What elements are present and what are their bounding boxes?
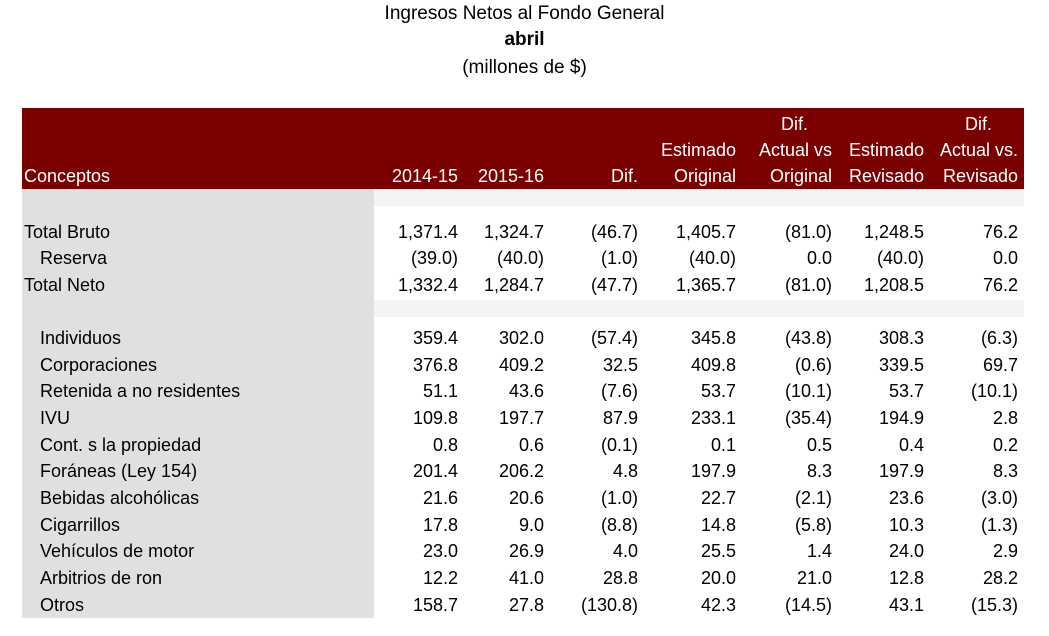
row-value: 12.8 [888, 568, 924, 588]
row-value: 0.0 [806, 248, 832, 268]
row-value: 53.7 [700, 381, 736, 401]
row-value: (0.1) [600, 435, 638, 455]
row-value: (47.7) [590, 275, 638, 295]
row-label: Vehículos de motor [40, 541, 195, 561]
row-label: IVU [40, 408, 71, 428]
table-row [22, 485, 1024, 511]
report-units: (millones de $) [462, 57, 587, 78]
table-row [22, 378, 1024, 404]
table-row [22, 432, 1024, 458]
row-value: 0.5 [806, 435, 832, 455]
row-value: (10.1) [784, 381, 832, 401]
row-value: 233.1 [690, 408, 736, 428]
row-value: 345.8 [690, 328, 736, 348]
row-value: 194.9 [878, 408, 924, 428]
row-value: 21.0 [796, 568, 832, 588]
row-value: 20.0 [700, 568, 736, 588]
row-value: (1.0) [600, 488, 638, 508]
row-value: 42.3 [700, 595, 736, 615]
row-value: 308.3 [878, 328, 924, 348]
row-label: Bebidas alcohólicas [40, 488, 200, 508]
row-value: 53.7 [888, 381, 924, 401]
row-value: (6.3) [980, 328, 1018, 348]
row-value: 24.0 [888, 541, 924, 561]
row-value: (43.8) [784, 328, 832, 348]
row-value: 27.8 [508, 595, 544, 615]
row-value: 87.9 [602, 408, 638, 428]
row-label: Total Bruto [24, 222, 111, 242]
row-value: 26.9 [508, 541, 544, 561]
row-label: Otros [40, 595, 85, 615]
row-value: (10.1) [970, 381, 1018, 401]
header-dif-actual-vs-revisado: Dif. Actual vs. Revisado [939, 114, 1018, 186]
header-dif: Dif. [611, 166, 638, 186]
header-2015-16: 2015-16 [477, 166, 544, 186]
row-label: Foráneas (Ley 154) [40, 461, 198, 481]
row-value: 8.3 [806, 461, 832, 481]
row-value: (130.8) [580, 595, 638, 615]
header-dif-actual-vs-original: Dif. Actual vs Original [758, 114, 832, 186]
row-value: 302.0 [498, 328, 544, 348]
row-value: (40.0) [876, 248, 924, 268]
row-value: 25.5 [700, 541, 736, 561]
row-value: 1,324.7 [483, 222, 544, 242]
row-value: 197.9 [690, 461, 736, 481]
row-value: (46.7) [590, 222, 638, 242]
row-value: 76.2 [982, 222, 1018, 242]
row-value: (8.8) [600, 515, 638, 535]
row-value: 2.9 [992, 541, 1018, 561]
row-value: 0.1 [710, 435, 736, 455]
row-value: 10.3 [888, 515, 924, 535]
header-2014-15: 2014-15 [391, 166, 458, 186]
table-row [22, 245, 1024, 271]
row-label: Retenida a no residentes [40, 381, 241, 401]
row-value: 32.5 [602, 355, 638, 375]
row-value: 1,405.7 [675, 222, 736, 242]
row-value: 9.0 [518, 515, 544, 535]
row-value: 43.1 [888, 595, 924, 615]
row-value: (57.4) [590, 328, 638, 348]
row-value: 4.8 [612, 461, 638, 481]
row-value: 69.7 [982, 355, 1018, 375]
row-value: 109.8 [412, 408, 458, 428]
row-value: 0.2 [992, 435, 1018, 455]
header-estimado-original: Estimado Original [660, 140, 736, 186]
row-value: 1.4 [806, 541, 832, 561]
table-row [22, 538, 1024, 564]
row-value: 28.2 [982, 568, 1018, 588]
row-value: (35.4) [784, 408, 832, 428]
header-estimado-revisado: Estimado Revisado [848, 140, 924, 186]
row-value: 1,332.4 [397, 275, 458, 295]
row-value: (81.0) [784, 275, 832, 295]
row-value: 4.0 [612, 541, 638, 561]
row-value: 359.4 [412, 328, 458, 348]
row-value: 409.8 [690, 355, 736, 375]
table-row [22, 565, 1024, 591]
row-value: 197.7 [498, 408, 544, 428]
row-value: 376.8 [412, 355, 458, 375]
table-row [22, 272, 1024, 298]
table-row [22, 405, 1024, 431]
row-label: Individuos [40, 328, 122, 348]
row-value: (40.0) [496, 248, 544, 268]
row-value: 14.8 [700, 515, 736, 535]
row-value: 41.0 [508, 568, 544, 588]
table-row [22, 458, 1024, 484]
row-value: (3.0) [980, 488, 1018, 508]
row-value: 339.5 [878, 355, 924, 375]
row-value: (40.0) [688, 248, 736, 268]
row-value: 158.7 [412, 595, 458, 615]
row-value: 28.8 [602, 568, 638, 588]
row-value: (81.0) [784, 222, 832, 242]
table-row [22, 352, 1024, 378]
row-value: (7.6) [600, 381, 638, 401]
row-value: (5.8) [794, 515, 832, 535]
report-title: Ingresos Netos al Fondo General [384, 3, 665, 24]
row-value: 8.3 [992, 461, 1018, 481]
row-label: Arbitrios de ron [40, 568, 163, 588]
row-value: 206.2 [498, 461, 544, 481]
table-row [22, 592, 1024, 618]
table-row [22, 325, 1024, 351]
row-value: 23.0 [422, 541, 458, 561]
row-value: 1,371.4 [397, 222, 458, 242]
row-value: 0.4 [898, 435, 924, 455]
row-value: 12.2 [422, 568, 458, 588]
row-value: 76.2 [982, 275, 1018, 295]
row-value: 20.6 [508, 488, 544, 508]
table-row [22, 219, 1024, 245]
row-value: 43.6 [508, 381, 544, 401]
row-value: 21.6 [422, 488, 458, 508]
row-value: 1,365.7 [675, 275, 736, 295]
header-concepts: Conceptos [24, 166, 111, 186]
row-value: 51.1 [422, 381, 458, 401]
row-label: Cont. s la propiedad [40, 435, 202, 455]
row-value: 0.0 [992, 248, 1018, 268]
row-value: (14.5) [784, 595, 832, 615]
row-value: 1,208.5 [863, 275, 924, 295]
row-value: (15.3) [970, 595, 1018, 615]
row-value: 409.2 [498, 355, 544, 375]
row-value: (0.6) [794, 355, 832, 375]
row-value: 0.8 [432, 435, 458, 455]
row-label: Cigarrillos [40, 515, 121, 535]
row-value: 0.6 [518, 435, 544, 455]
row-value: 22.7 [700, 488, 736, 508]
row-value: 17.8 [422, 515, 458, 535]
row-value: 1,248.5 [863, 222, 924, 242]
row-value: (1.3) [980, 515, 1018, 535]
row-value: (39.0) [410, 248, 458, 268]
row-value: 23.6 [888, 488, 924, 508]
row-label: Corporaciones [40, 355, 158, 375]
row-label: Total Neto [24, 275, 106, 295]
row-value: (2.1) [794, 488, 832, 508]
row-value: (1.0) [600, 248, 638, 268]
row-label: Reserva [40, 248, 108, 268]
row-value: 2.8 [992, 408, 1018, 428]
row-value: 201.4 [412, 461, 458, 481]
row-value: 197.9 [878, 461, 924, 481]
table-row [22, 512, 1024, 538]
row-value: 1,284.7 [483, 275, 544, 295]
report-month: abril [504, 29, 545, 50]
